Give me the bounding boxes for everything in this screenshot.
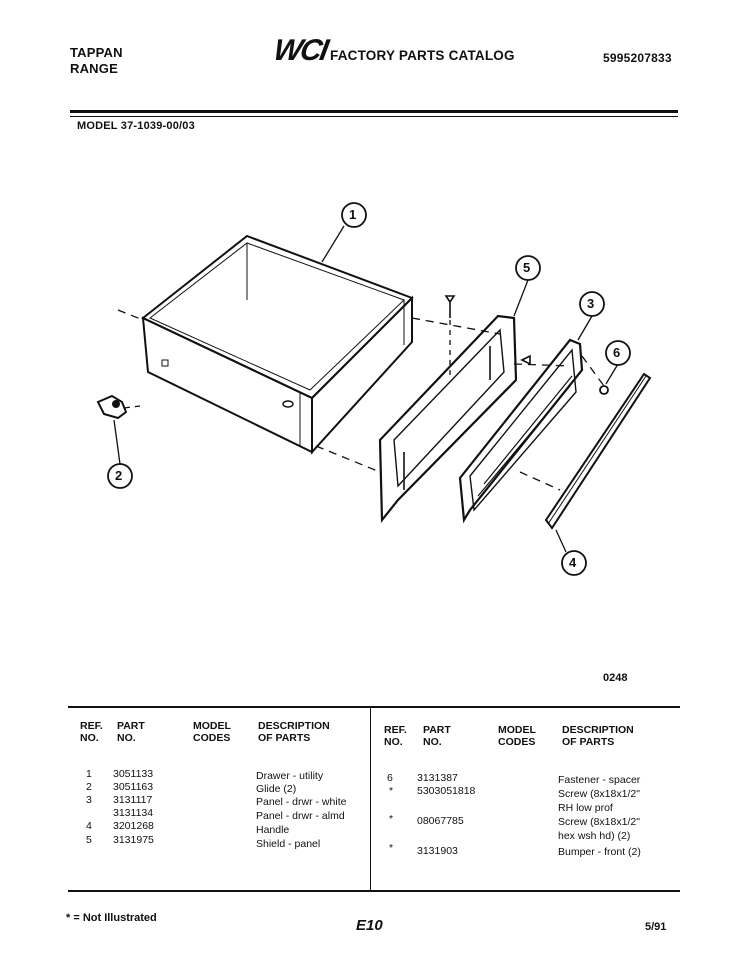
row-part: 3051163 (113, 781, 154, 793)
right-header-ref: REF. NO. (384, 724, 407, 748)
left-header-model: MODEL CODES (193, 720, 231, 744)
row-desc: RH low prof (558, 802, 613, 814)
revision-date: 5/91 (645, 921, 667, 933)
row-part: 3131903 (417, 845, 458, 857)
table-divider (370, 707, 371, 891)
row-part: 08067785 (417, 815, 464, 827)
row-desc: Drawer - utility (256, 770, 324, 782)
right-header-model: MODEL CODES (498, 724, 536, 748)
row-ref: 3 (86, 794, 92, 806)
page-code: E10 (356, 917, 383, 934)
row-part: 3131134 (113, 807, 154, 819)
shield-panel (380, 316, 516, 520)
drawer-right-wall (312, 298, 412, 452)
row-ref: 4 (86, 820, 92, 832)
drawer-top-rim (143, 236, 412, 398)
row-ref: 2 (86, 781, 92, 793)
drawing-number: 0248 (603, 672, 628, 684)
table-top-rule (68, 706, 680, 708)
callout-4: 4 (569, 555, 577, 570)
wci-logo: WCI (271, 34, 330, 67)
row-desc: Panel - drwr - almd (256, 810, 345, 822)
row-part: 3051133 (113, 768, 154, 780)
model-label: MODEL 37-1039-00/03 (77, 120, 195, 132)
row-desc: Screw (8x18x1/2" (558, 816, 640, 828)
right-header-desc: DESCRIPTION OF PARTS (562, 724, 634, 748)
row-desc: Shield - panel (256, 838, 321, 850)
row-part: 3131387 (417, 772, 458, 784)
row-desc: hex wsh hd) (2) (558, 830, 631, 842)
callout-2: 2 (115, 468, 123, 483)
row-ref: * (389, 813, 394, 825)
right-header-part: PART NO. (423, 724, 451, 748)
row-desc: Panel - drwr - white (256, 796, 347, 808)
row-ref: * (389, 785, 394, 797)
table-bottom-rule (68, 890, 680, 892)
row-ref: * (389, 842, 394, 854)
row-part: 3131975 (113, 834, 154, 846)
row-desc: Handle (256, 824, 290, 836)
brand-line-1: TAPPAN (70, 45, 123, 60)
left-header-ref: REF. NO. (80, 720, 103, 744)
not-illustrated-note: * = Not Illustrated (66, 912, 157, 924)
row-part: 3131117 (113, 794, 153, 806)
callout-5: 5 (523, 260, 531, 275)
row-desc: Glide (2) (256, 783, 297, 795)
brand-line-2: RANGE (70, 61, 118, 76)
row-desc: Screw (8x18x1/2" (558, 788, 640, 800)
callout-6: 6 (613, 345, 621, 360)
row-part: 5303051818 (417, 785, 476, 797)
row-ref: 6 (387, 772, 393, 784)
row-ref: 5 (86, 834, 92, 846)
left-header-desc: DESCRIPTION OF PARTS (258, 720, 330, 744)
catalog-number: 5995207833 (603, 51, 672, 65)
callout-1: 1 (349, 207, 357, 222)
row-desc: Bumper - front (2) (558, 846, 641, 858)
row-ref: 1 (86, 768, 92, 780)
left-header-part: PART NO. (117, 720, 145, 744)
row-part: 3201268 (113, 820, 154, 832)
callout-3: 3 (587, 296, 595, 311)
catalog-title: FACTORY PARTS CATALOG (330, 48, 515, 63)
row-desc: Fastener - spacer (558, 774, 641, 786)
glide-part (98, 396, 126, 418)
